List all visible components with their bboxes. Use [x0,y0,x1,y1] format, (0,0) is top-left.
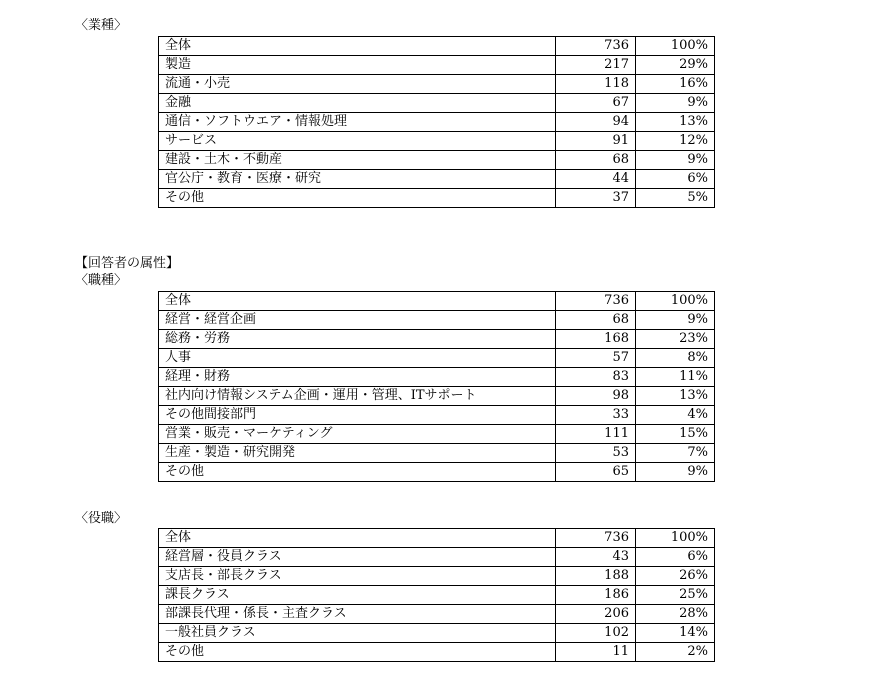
table-row [159,605,715,624]
row-percent: 9% [636,151,715,170]
table-row [159,567,715,586]
row-label: サービス [159,132,556,151]
row-count: 168 [556,330,636,349]
row-label: 全体 [159,37,556,56]
row-percent: 29% [636,56,715,75]
row-percent: 8% [636,349,715,368]
row-count: 53 [556,444,636,463]
row-count: 43 [556,548,636,567]
row-percent: 28% [636,605,715,624]
row-label: その他 [159,463,556,482]
row-label: 経理・財務 [159,368,556,387]
row-count: 98 [556,387,636,406]
table-row [159,529,715,548]
row-label: 経営層・役員クラス [159,548,556,567]
row-label: 建設・土木・不動産 [159,151,556,170]
row-count: 65 [556,463,636,482]
row-label: 支店長・部長クラス [159,567,556,586]
row-label: その他 [159,189,556,208]
row-count: 44 [556,170,636,189]
row-count: 217 [556,56,636,75]
row-label: 全体 [159,529,556,548]
industry-table [158,36,715,208]
table-row [159,75,715,94]
row-count: 736 [556,37,636,56]
row-percent: 26% [636,567,715,586]
table-row [159,292,715,311]
table-row [159,586,715,605]
table-row [159,311,715,330]
row-percent: 100% [636,529,715,548]
row-label: 経営・経営企画 [159,311,556,330]
row-label: 課長クラス [159,586,556,605]
job-type-table-body [159,292,715,482]
row-percent: 11% [636,368,715,387]
row-percent: 15% [636,425,715,444]
row-percent: 13% [636,387,715,406]
row-percent: 9% [636,94,715,113]
table-row [159,37,715,56]
row-label: その他 [159,643,556,662]
row-count: 67 [556,94,636,113]
row-percent: 100% [636,292,715,311]
position-heading: 〈役職〉 [75,511,128,526]
row-percent: 100% [636,37,715,56]
industry-heading: 〈業種〉 [75,18,128,33]
row-count: 102 [556,624,636,643]
job-type-heading: 〈職種〉 [75,273,128,288]
table-row [159,349,715,368]
row-percent: 14% [636,624,715,643]
row-percent: 2% [636,643,715,662]
row-count: 118 [556,75,636,94]
row-label: 金融 [159,94,556,113]
table-row [159,387,715,406]
row-count: 11 [556,643,636,662]
row-label: 人事 [159,349,556,368]
row-label: その他間接部門 [159,406,556,425]
table-row [159,368,715,387]
table-row [159,94,715,113]
row-label: 流通・小売 [159,75,556,94]
row-label: 一般社員クラス [159,624,556,643]
attributes-title: 【回答者の属性】 [75,256,180,271]
table-row [159,330,715,349]
row-count: 37 [556,189,636,208]
table-row [159,425,715,444]
table-row [159,624,715,643]
row-percent: 25% [636,586,715,605]
table-row [159,189,715,208]
row-label: 通信・ソフトウエア・情報処理 [159,113,556,132]
row-label: 営業・販売・マーケティング [159,425,556,444]
row-count: 736 [556,529,636,548]
row-count: 83 [556,368,636,387]
position-table [158,528,715,662]
table-row [159,151,715,170]
row-count: 186 [556,586,636,605]
row-count: 68 [556,151,636,170]
table-row [159,444,715,463]
row-percent: 9% [636,311,715,330]
table-row [159,463,715,482]
table-row [159,548,715,567]
row-label: 官公庁・教育・医療・研究 [159,170,556,189]
row-label: 社内向け情報システム企画・運用・管理、ITサポート [159,387,556,406]
row-label: 部課長代理・係長・主査クラス [159,605,556,624]
row-label: 全体 [159,292,556,311]
industry-table-body [159,37,715,208]
row-percent: 12% [636,132,715,151]
table-row [159,113,715,132]
row-percent: 9% [636,463,715,482]
row-percent: 13% [636,113,715,132]
row-percent: 16% [636,75,715,94]
job-type-table [158,291,715,482]
row-count: 206 [556,605,636,624]
table-row [159,406,715,425]
row-label: 製造 [159,56,556,75]
row-label: 総務・労務 [159,330,556,349]
row-percent: 4% [636,406,715,425]
position-table-body [159,529,715,662]
row-percent: 6% [636,170,715,189]
row-count: 111 [556,425,636,444]
row-count: 33 [556,406,636,425]
row-percent: 6% [636,548,715,567]
row-percent: 5% [636,189,715,208]
table-row [159,132,715,151]
row-label: 生産・製造・研究開発 [159,444,556,463]
row-count: 68 [556,311,636,330]
table-row [159,56,715,75]
row-count: 91 [556,132,636,151]
row-count: 94 [556,113,636,132]
table-row [159,170,715,189]
row-count: 188 [556,567,636,586]
row-count: 736 [556,292,636,311]
row-percent: 23% [636,330,715,349]
row-percent: 7% [636,444,715,463]
table-row [159,643,715,662]
row-count: 57 [556,349,636,368]
